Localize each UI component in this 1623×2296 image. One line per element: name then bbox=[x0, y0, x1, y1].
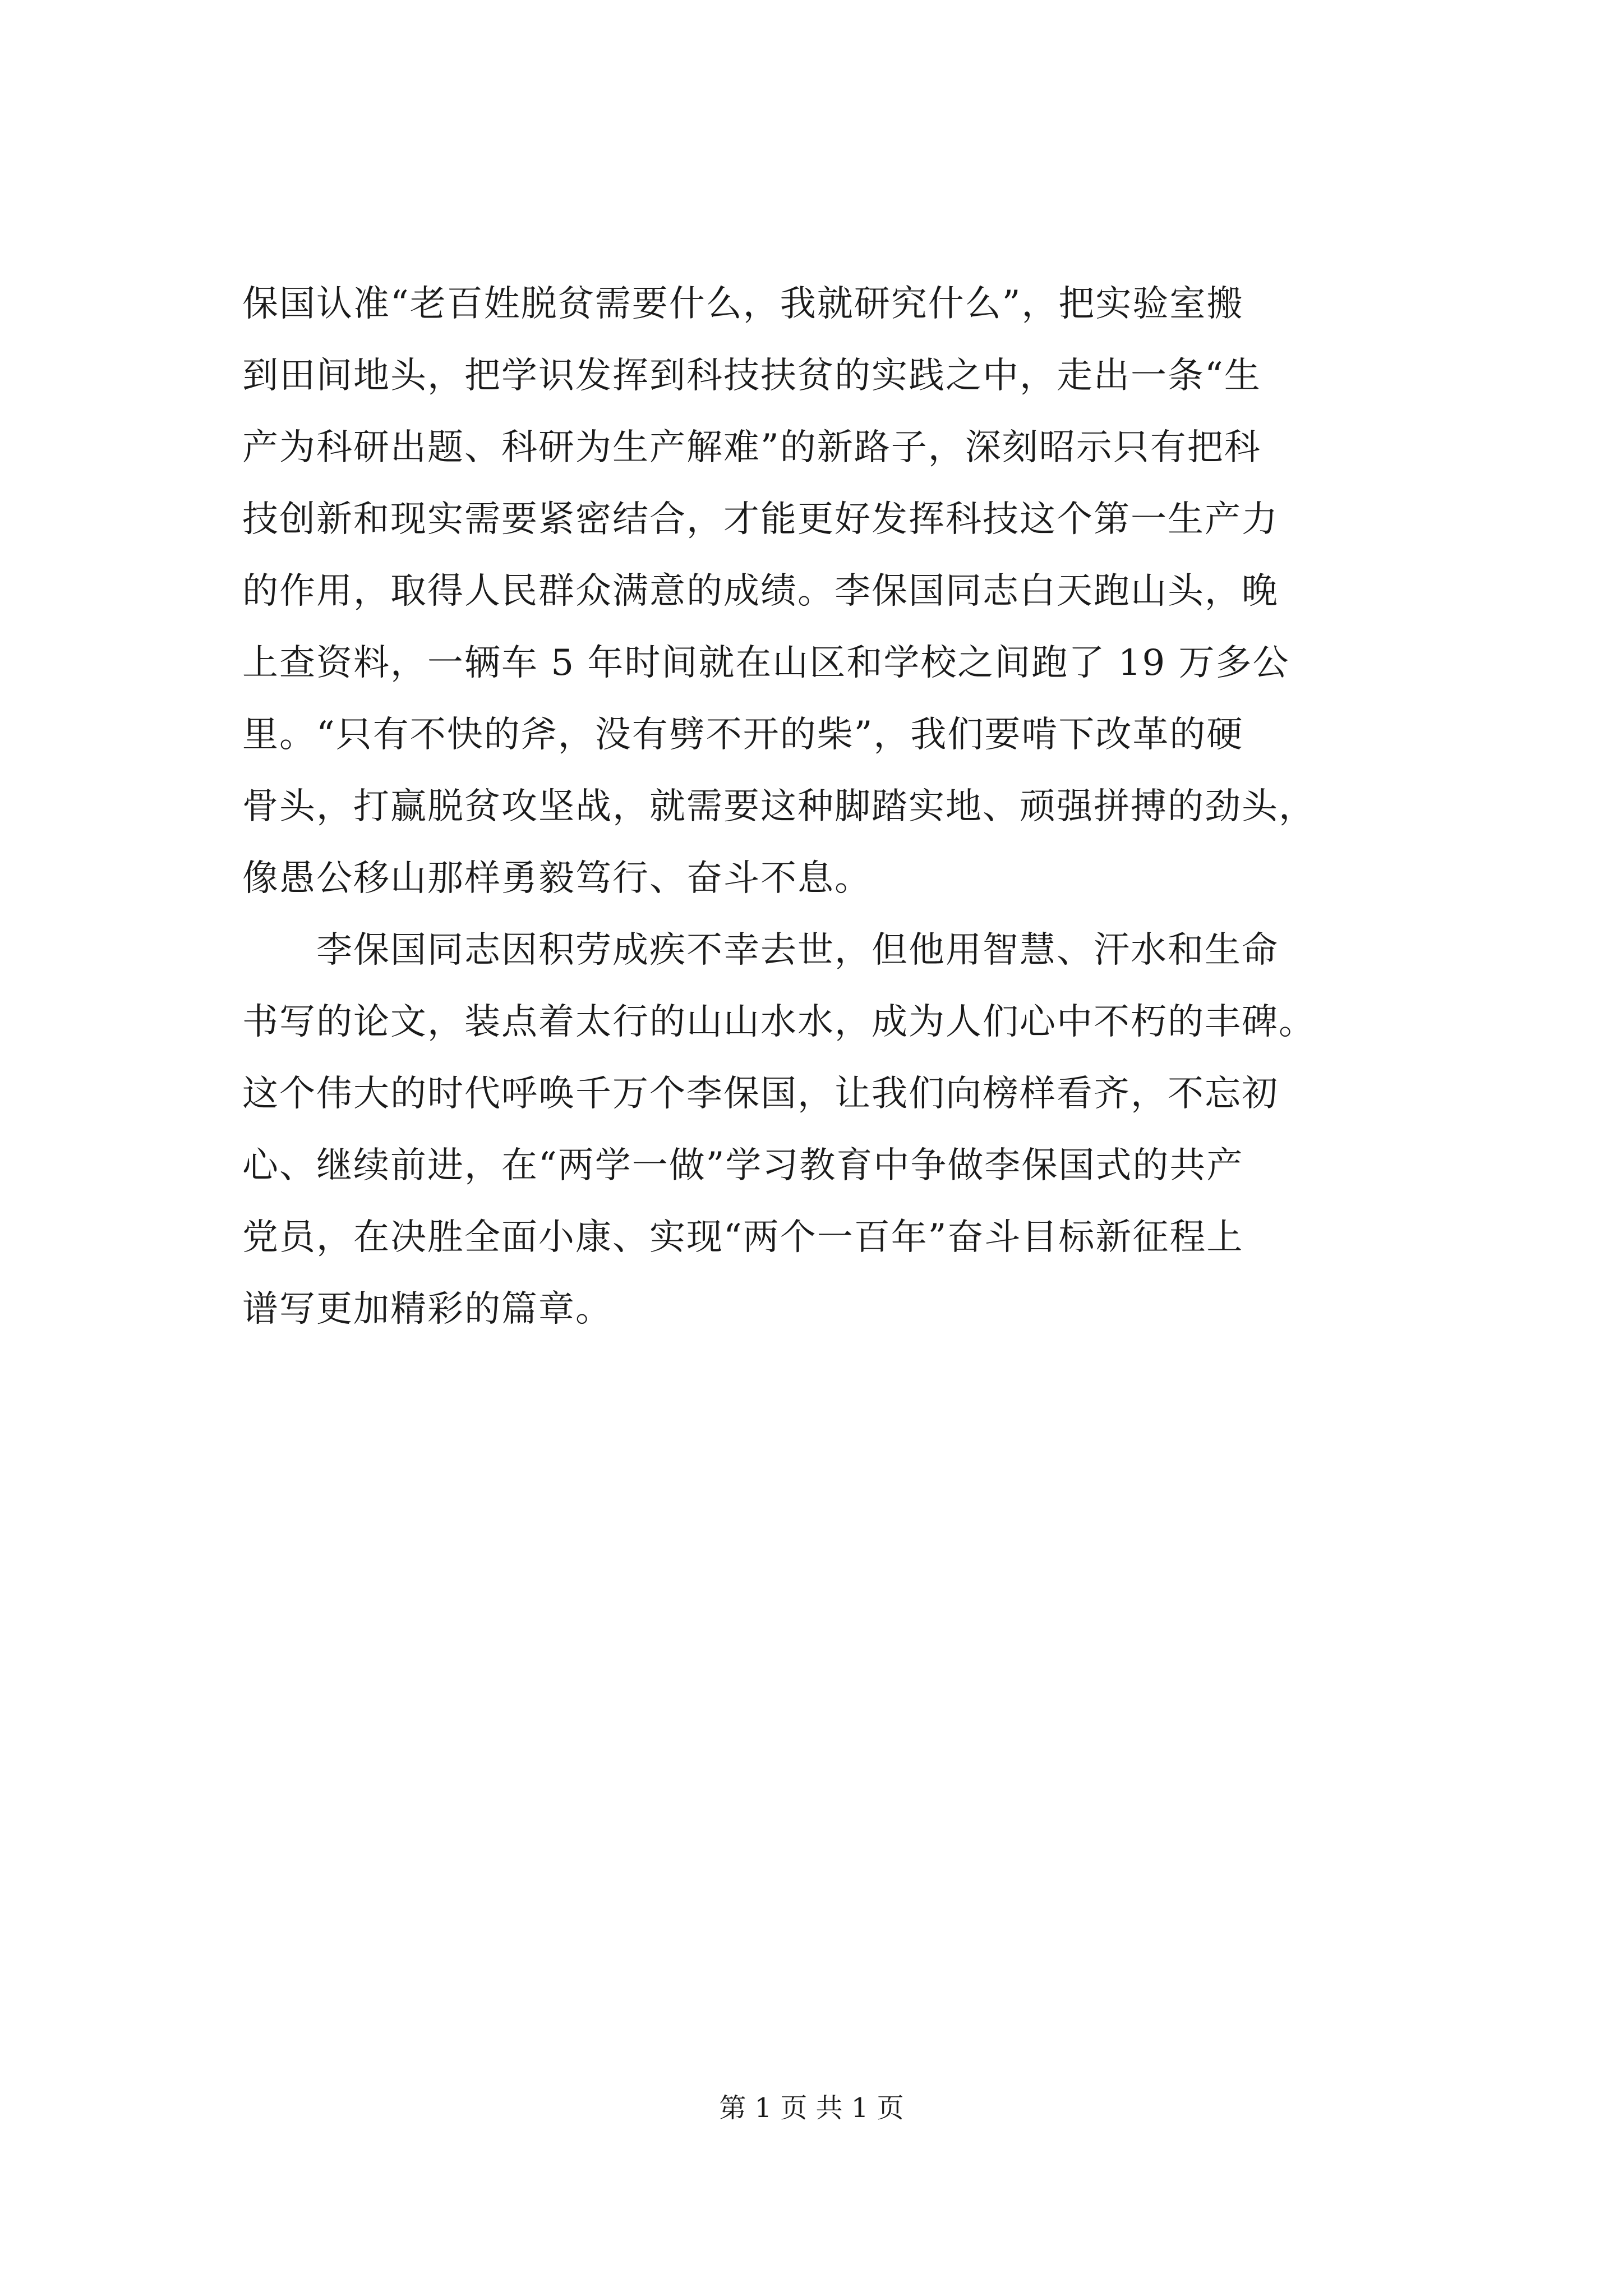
text-line: 这个伟大的时代呼唤千万个李保国，让我们向榜样看齐，不忘初 bbox=[242, 1073, 1279, 1115]
text-line: 李保国同志因积劳成疾不幸去世，但他用智慧、汗水和生命 bbox=[242, 930, 1279, 971]
text-line: 谱写更加精彩的篇章。 bbox=[242, 1289, 612, 1330]
text-line: 党员，在决胜全面小康、实现“两个一百年”奋斗目标新征程上 bbox=[242, 1217, 1244, 1258]
text-line: 的作用，取得人民群众满意的成绩。李保国同志白天跑山头，晚 bbox=[242, 570, 1279, 612]
text-line: 像愚公移山那样勇毅笃行、奋斗不息。 bbox=[242, 858, 872, 899]
text-line: 技创新和现实需要紧密结合，才能更好发挥科技这个第一生产力 bbox=[242, 499, 1279, 540]
body-text bbox=[242, 268, 1420, 1345]
text-line: 里。“只有不快的斧，没有劈不开的柴”，我们要啃下改革的硬 bbox=[242, 714, 1244, 756]
text-line: 上查资料，一辆车 5 年时间就在山区和学校之间跑了 19 万多公 bbox=[242, 642, 1290, 684]
text-line: 产为科研出题、科研为生产解难”的新路子，深刻昭示只有把科 bbox=[242, 427, 1261, 468]
text-line: 心、继续前进，在“两学一做”学习教育中争做李保国式的共产 bbox=[242, 1145, 1244, 1186]
page-footer: 第 1 页 共 1 页 bbox=[719, 2092, 904, 2124]
text-line: 到田间地头，把学识发挥到科技扶贫的实践之中，走出一条“生 bbox=[242, 355, 1261, 397]
text-line: 保国认准“老百姓脱贫需要什么，我就研究什么”，把实验室搬 bbox=[242, 283, 1244, 325]
text-line: 书写的论文，装点着太行的山山水水，成为人们心中不朽的丰碑。 bbox=[242, 1001, 1316, 1043]
text-line: 骨头，打赢脱贫攻坚战，就需要这种脚踏实地、顽强拼搏的劲头， bbox=[242, 786, 1316, 827]
